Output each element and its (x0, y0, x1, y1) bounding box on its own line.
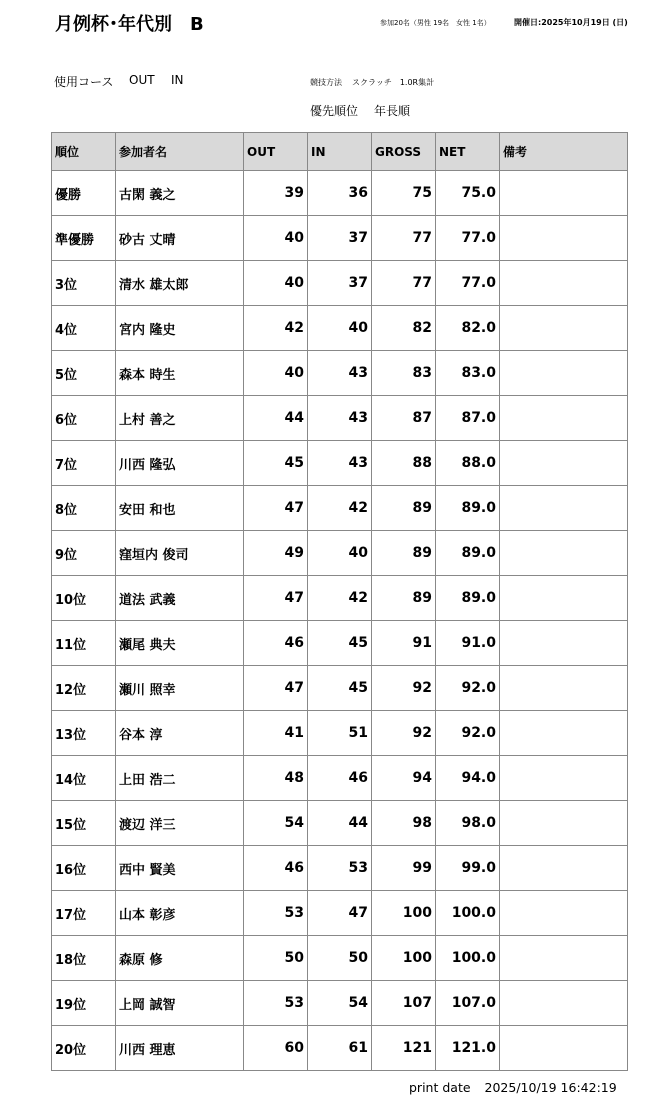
header-gross: GROSS (372, 133, 436, 171)
in-score: 40 (308, 531, 372, 576)
net-score: 89.0 (436, 576, 500, 621)
table-row (52, 576, 628, 621)
rank-cell: 3位 (52, 261, 116, 306)
name-cell: 古閑 義之 (116, 171, 244, 216)
name-cell: 西中 賢美 (116, 846, 244, 891)
net-score: 100.0 (436, 891, 500, 936)
name-cell: 山本 彰彦 (116, 891, 244, 936)
name-cell: 谷本 淳 (116, 711, 244, 756)
name-cell: 道法 武義 (116, 576, 244, 621)
header-name: 参加者名 (116, 133, 244, 171)
gross-score: 77 (372, 216, 436, 261)
gross-score: 87 (372, 396, 436, 441)
table-row (52, 756, 628, 801)
name-cell: 清水 雄太郎 (116, 261, 244, 306)
net-score: 98.0 (436, 801, 500, 846)
gross-score: 107 (372, 981, 436, 1026)
rank-cell: 15位 (52, 801, 116, 846)
course-out: OUT (129, 73, 155, 87)
course-in: IN (171, 73, 184, 87)
out-score: 50 (244, 936, 308, 981)
out-score: 39 (244, 171, 308, 216)
gross-score: 92 (372, 711, 436, 756)
out-score: 44 (244, 396, 308, 441)
table-row (52, 351, 628, 396)
header-in: IN (308, 133, 372, 171)
priority-label: 優先順位 (310, 104, 359, 118)
note-cell (500, 891, 628, 936)
priority-value: 年長順 (374, 104, 411, 118)
rank-cell: 4位 (52, 306, 116, 351)
rank-cell: 20位 (52, 1026, 116, 1071)
competition-method (310, 77, 444, 88)
in-score: 37 (308, 216, 372, 261)
header-rank: 順位 (52, 133, 116, 171)
in-score: 42 (308, 576, 372, 621)
gross-score: 94 (372, 756, 436, 801)
rank-cell: 18位 (52, 936, 116, 981)
name-cell: 川西 理恵 (116, 1026, 244, 1071)
out-score: 40 (244, 261, 308, 306)
gross-score: 88 (372, 441, 436, 486)
net-score: 88.0 (436, 441, 500, 486)
table-row (52, 846, 628, 891)
gross-score: 92 (372, 666, 436, 711)
note-cell (500, 171, 628, 216)
in-score: 54 (308, 981, 372, 1026)
name-cell: 渡辺 洋三 (116, 801, 244, 846)
name-cell: 窪垣内 俊司 (116, 531, 244, 576)
note-cell (500, 576, 628, 621)
table-row (52, 531, 628, 576)
name-cell: 宮内 隆史 (116, 306, 244, 351)
out-score: 47 (244, 666, 308, 711)
net-score: 91.0 (436, 621, 500, 666)
net-score: 121.0 (436, 1026, 500, 1071)
priority-order (310, 102, 426, 119)
print-date (409, 1080, 617, 1095)
out-score: 47 (244, 576, 308, 621)
gross-score: 82 (372, 306, 436, 351)
out-score: 41 (244, 711, 308, 756)
in-score: 43 (308, 351, 372, 396)
name-cell: 上田 浩二 (116, 756, 244, 801)
in-score: 45 (308, 621, 372, 666)
note-cell (500, 531, 628, 576)
in-score: 50 (308, 936, 372, 981)
table-row (52, 396, 628, 441)
rank-cell: 8位 (52, 486, 116, 531)
out-score: 48 (244, 756, 308, 801)
name-cell: 上岡 誠智 (116, 981, 244, 1026)
note-cell (500, 306, 628, 351)
in-score: 61 (308, 1026, 372, 1071)
out-score: 46 (244, 621, 308, 666)
note-cell (500, 441, 628, 486)
in-score: 44 (308, 801, 372, 846)
rank-cell: 12位 (52, 666, 116, 711)
table-row (52, 801, 628, 846)
in-score: 36 (308, 171, 372, 216)
participants-count: 参加20名（男性 19名 女性 1名） (380, 19, 491, 27)
note-cell (500, 621, 628, 666)
table-row (52, 936, 628, 981)
table-header-row (52, 133, 628, 171)
rank-cell: 17位 (52, 891, 116, 936)
rank-cell: 19位 (52, 981, 116, 1026)
rank-cell: 9位 (52, 531, 116, 576)
out-score: 40 (244, 216, 308, 261)
table-row (52, 306, 628, 351)
note-cell (500, 261, 628, 306)
out-score: 40 (244, 351, 308, 396)
in-score: 46 (308, 756, 372, 801)
gross-score: 75 (372, 171, 436, 216)
net-score: 77.0 (436, 216, 500, 261)
results-table (51, 132, 628, 1071)
note-cell (500, 1026, 628, 1071)
gross-score: 100 (372, 891, 436, 936)
net-score: 89.0 (436, 486, 500, 531)
header-note: 備考 (500, 133, 628, 171)
course-label: 使用コース (54, 75, 114, 89)
rank-cell: 13位 (52, 711, 116, 756)
out-score: 49 (244, 531, 308, 576)
net-score: 87.0 (436, 396, 500, 441)
gross-score: 98 (372, 801, 436, 846)
rank-cell: 優勝 (52, 171, 116, 216)
table-row (52, 441, 628, 486)
name-cell: 瀬川 照幸 (116, 666, 244, 711)
net-score: 100.0 (436, 936, 500, 981)
note-cell (500, 486, 628, 531)
name-cell: 森原 修 (116, 936, 244, 981)
method-label: 競技方法 (310, 78, 342, 87)
method-value: スクラッチ 1.0R集計 (352, 78, 435, 87)
table-row (52, 981, 628, 1026)
in-score: 37 (308, 261, 372, 306)
net-score: 94.0 (436, 756, 500, 801)
table-row (52, 261, 628, 306)
name-cell: 瀬尾 典夫 (116, 621, 244, 666)
in-score: 53 (308, 846, 372, 891)
note-cell (500, 756, 628, 801)
name-cell: 上村 善之 (116, 396, 244, 441)
table-row (52, 621, 628, 666)
out-score: 53 (244, 981, 308, 1026)
out-score: 45 (244, 441, 308, 486)
rank-cell: 14位 (52, 756, 116, 801)
net-score: 83.0 (436, 351, 500, 396)
note-cell (500, 711, 628, 756)
table-row (52, 1026, 628, 1071)
table-row (52, 486, 628, 531)
gross-score: 121 (372, 1026, 436, 1071)
gross-score: 91 (372, 621, 436, 666)
gross-score: 83 (372, 351, 436, 396)
table-row (52, 216, 628, 261)
rank-cell: 準優勝 (52, 216, 116, 261)
note-cell (500, 396, 628, 441)
net-score: 99.0 (436, 846, 500, 891)
page-title: 月例杯･年代別 B (55, 14, 204, 35)
event-date: 開催日:2025年10月19日 (日) (514, 18, 628, 27)
net-score: 77.0 (436, 261, 500, 306)
net-score: 89.0 (436, 531, 500, 576)
out-score: 42 (244, 306, 308, 351)
table-row (52, 891, 628, 936)
out-score: 53 (244, 891, 308, 936)
in-score: 40 (308, 306, 372, 351)
header-net: NET (436, 133, 500, 171)
note-cell (500, 846, 628, 891)
print-date-label: print date (409, 1080, 471, 1095)
out-score: 60 (244, 1026, 308, 1071)
net-score: 92.0 (436, 666, 500, 711)
header-out: OUT (244, 133, 308, 171)
net-score: 92.0 (436, 711, 500, 756)
note-cell (500, 216, 628, 261)
in-score: 47 (308, 891, 372, 936)
note-cell (500, 351, 628, 396)
net-score: 75.0 (436, 171, 500, 216)
rank-cell: 11位 (52, 621, 116, 666)
rank-cell: 16位 (52, 846, 116, 891)
in-score: 43 (308, 441, 372, 486)
in-score: 51 (308, 711, 372, 756)
gross-score: 89 (372, 486, 436, 531)
net-score: 82.0 (436, 306, 500, 351)
print-date-value: 2025/10/19 16:42:19 (484, 1080, 617, 1095)
note-cell (500, 981, 628, 1026)
out-score: 54 (244, 801, 308, 846)
in-score: 43 (308, 396, 372, 441)
out-score: 47 (244, 486, 308, 531)
net-score: 107.0 (436, 981, 500, 1026)
name-cell: 森本 時生 (116, 351, 244, 396)
name-cell: 砂古 丈晴 (116, 216, 244, 261)
gross-score: 100 (372, 936, 436, 981)
name-cell: 川西 隆弘 (116, 441, 244, 486)
table-row (52, 171, 628, 216)
in-score: 42 (308, 486, 372, 531)
rank-cell: 10位 (52, 576, 116, 621)
rank-cell: 6位 (52, 396, 116, 441)
table-row (52, 666, 628, 711)
gross-score: 89 (372, 531, 436, 576)
gross-score: 99 (372, 846, 436, 891)
in-score: 45 (308, 666, 372, 711)
rank-cell: 7位 (52, 441, 116, 486)
table-row (52, 711, 628, 756)
gross-score: 89 (372, 576, 436, 621)
rank-cell: 5位 (52, 351, 116, 396)
name-cell: 安田 和也 (116, 486, 244, 531)
out-score: 46 (244, 846, 308, 891)
note-cell (500, 801, 628, 846)
gross-score: 77 (372, 261, 436, 306)
note-cell (500, 936, 628, 981)
note-cell (500, 666, 628, 711)
